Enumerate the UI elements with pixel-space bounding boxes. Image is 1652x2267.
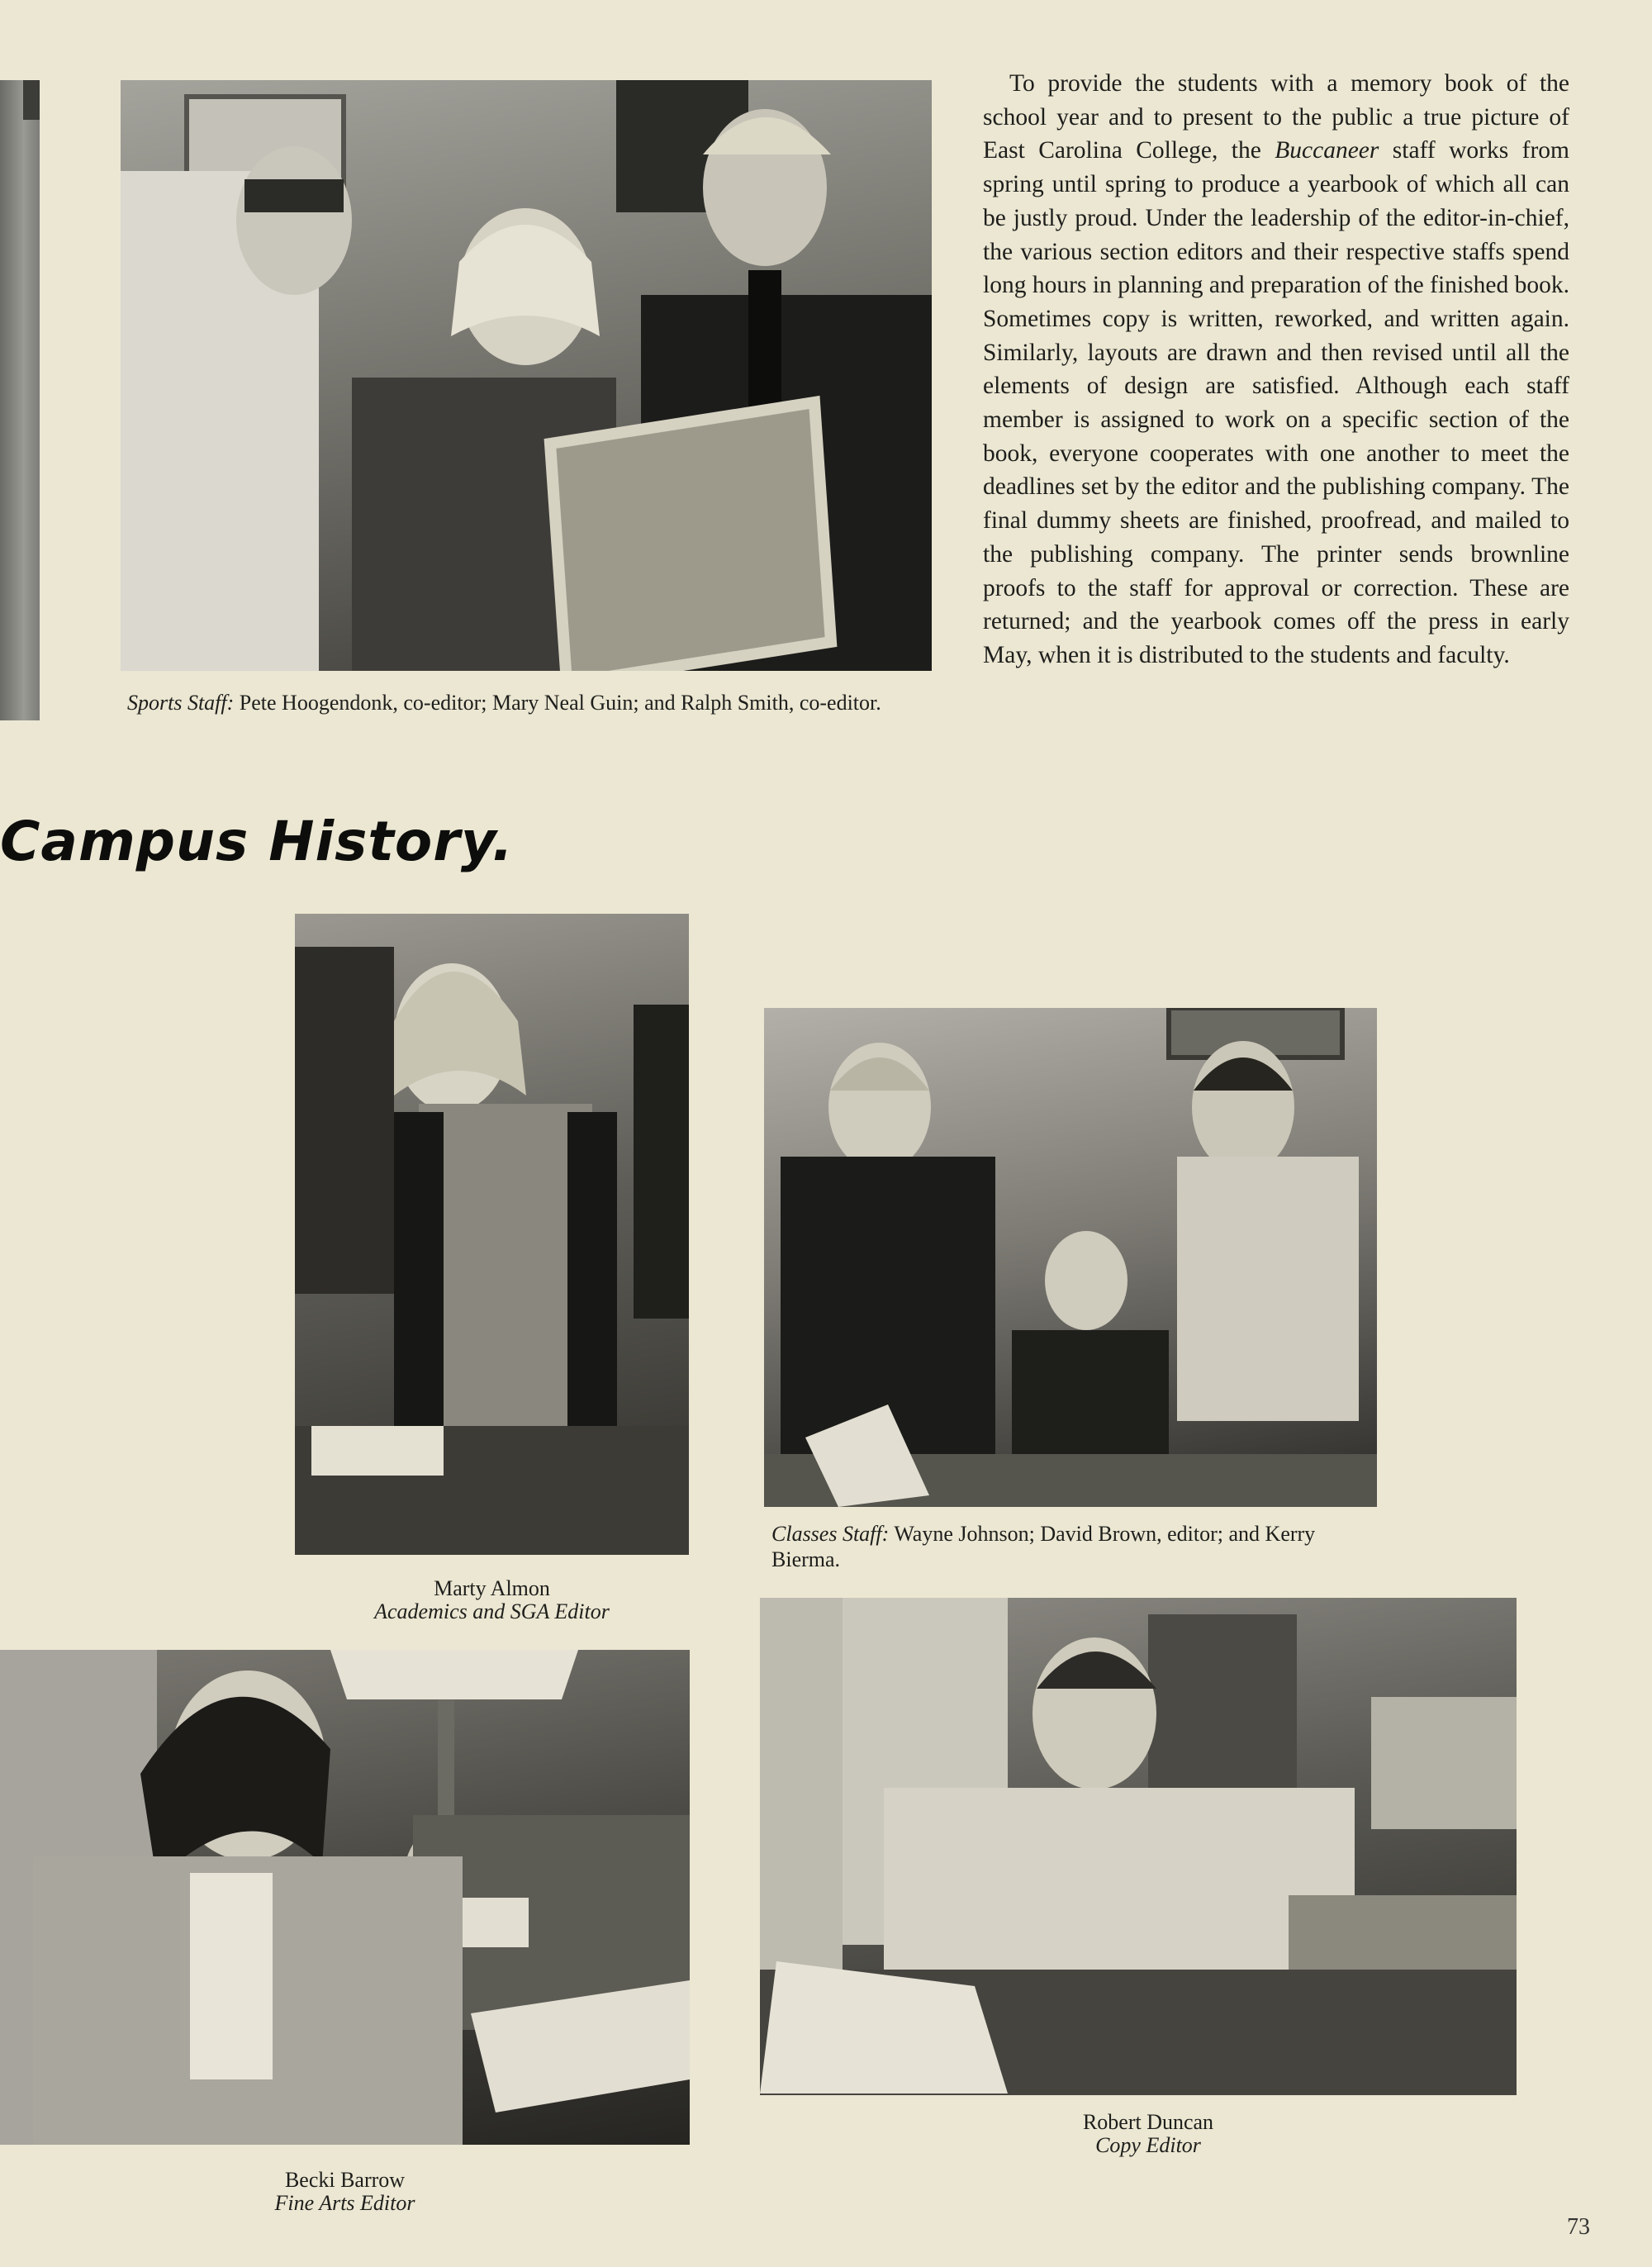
classes-staff-photo bbox=[764, 1008, 1377, 1507]
robert-duncan-name: Robert Duncan bbox=[1082, 2110, 1214, 2134]
sports-staff-caption bbox=[127, 690, 930, 715]
yearbook-staff-article bbox=[983, 67, 1569, 672]
marty-almon-caption bbox=[295, 1577, 689, 1623]
adjacent-page-photo-corner bbox=[23, 80, 40, 120]
becki-barrow-role: Fine Arts Editor bbox=[274, 2191, 415, 2215]
becki-barrow-photo bbox=[0, 1650, 690, 2145]
sports-staff-label: Sports Staff: bbox=[127, 691, 235, 715]
becki-barrow-caption bbox=[0, 2169, 690, 2215]
sports-staff-photo bbox=[121, 80, 932, 671]
page-headline: Campus History. bbox=[0, 810, 514, 873]
marty-almon-role: Academics and SGA Editor bbox=[374, 1599, 610, 1623]
page-number: 73 bbox=[1567, 2214, 1590, 2240]
becki-barrow-name: Becki Barrow bbox=[284, 2168, 406, 2192]
marty-almon-photo bbox=[295, 914, 689, 1555]
robert-duncan-photo bbox=[760, 1598, 1517, 2095]
robert-duncan-caption bbox=[760, 2111, 1536, 2157]
article-book-name: Buccaneer bbox=[1275, 137, 1379, 164]
classes-staff-label: Classes Staff: bbox=[771, 1522, 890, 1546]
classes-staff-caption bbox=[771, 1521, 1383, 1572]
classes-staff-caption-text: Wayne Johnson; David Brown, editor; and Kerry Bierma. bbox=[771, 1522, 1316, 1571]
article-body: staff works from spring until spring to produce a yearbook of which all can be justly proud. Under the leadership of the editor-in-chief, the various section editors and their respective staffs spend long hours in planning and preparation of the finished book. Sometimes copy is written, reworked, and written again. Similarly, layouts are drawn and then revised until all the elements of design are satisfied. Although each staff member is assigned to work on a specific section of the book, everyone cooperates with one another to meet the deadlines set by the editor and the publishing company. The final dummy sheets are finished, proofread, and mailed to the publishing company. The printer sends brownline proofs to the staff for approval or correction. These are returned; and the yearbook comes off the press in early May, when it is distributed to the students and faculty. bbox=[983, 137, 1569, 668]
sports-staff-caption-text: Pete Hoogendonk, co-editor; Mary Neal Guin; and Ralph Smith, co-editor. bbox=[234, 691, 881, 715]
marty-almon-name: Marty Almon bbox=[434, 1576, 550, 1600]
article-lead: To provide the students with a memory book of the school year and to present to the public a true picture of East Carolina College, the bbox=[983, 70, 1569, 164]
adjacent-page-photo-edge bbox=[0, 80, 40, 720]
robert-duncan-role: Copy Editor bbox=[1095, 2133, 1201, 2157]
